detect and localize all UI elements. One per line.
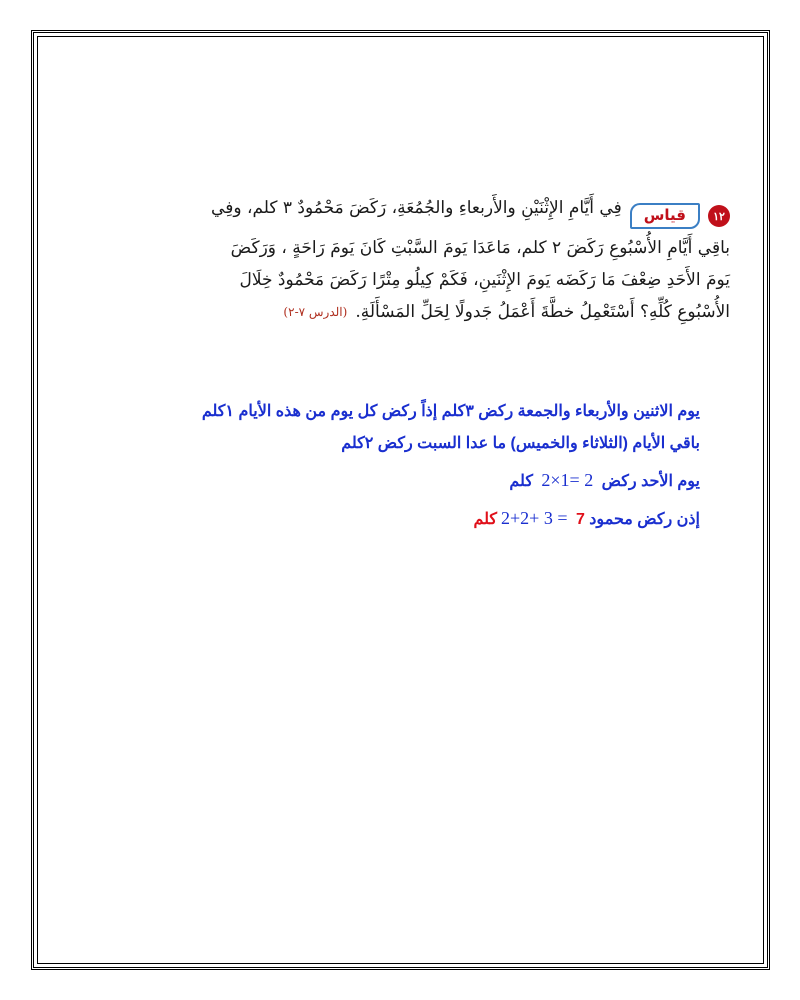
problem-number-badge: ١٢ bbox=[708, 205, 730, 227]
solution-line-3-suffix: كلم bbox=[509, 473, 533, 490]
solution-total-result: 7كلم bbox=[473, 511, 585, 528]
solution-line-1: يوم الاثنين والأربعاء والجمعة ركض ٣كلم إذاً ركض كل يوم من هذه الأيام ١كلم bbox=[201, 403, 700, 420]
problem-text-line-4 bbox=[70, 296, 730, 328]
solution-line-4 bbox=[60, 506, 700, 532]
skill-tag-measurement: قياس bbox=[630, 203, 700, 229]
problem-text-line-3: يَومَ الأَحَدِ ضِعْفَ مَا رَكَضَه يَومَ الإِثْنَينِ، فَكَمْ كِيلُو مِتْرًا رَكَضَ مَحْمُودٌ خِلَالَ bbox=[239, 269, 730, 290]
problem-text-line-2: باقِي أَيَّامِ الأُسْبُوعِ رَكَضَ ٢ كلم، مَاعَدَا يَومَ السَّبْتِ كَانَ يَومَ رَاحَةٍ ، وَرَكَضَ bbox=[230, 237, 730, 258]
solution-line-4-equation: 2+2+ 3 = bbox=[501, 508, 568, 528]
solution-block bbox=[60, 400, 700, 544]
solution-line-3-equation: 2×1= 2 bbox=[541, 470, 594, 490]
solution-line-3 bbox=[60, 468, 700, 494]
lesson-reference: (الدرس ٧-٢) bbox=[283, 305, 348, 319]
problem-block bbox=[70, 200, 730, 328]
problem-text-line-4-body: الأُسْبُوعِ كُلِّهِ؟ أَسْتَعْمِلُ خطَّةَ أَعْمَلُ جَدولًا لِحَلِّ المَسْأَلَةِ. bbox=[355, 301, 730, 322]
solution-line-4-prefix: إذن ركض محمود bbox=[589, 511, 700, 528]
problem-text-line-1: فِي أَيَّامِ الإِثْنَيْنِ والأَربعاءِ والجُمُعَةِ، رَكَضَ مَحْمُودٌ ٣ كلم، وفِي bbox=[211, 198, 622, 218]
problem-line-1 bbox=[70, 200, 730, 232]
solution-line-3-prefix: يوم الأحد ركض bbox=[601, 473, 700, 490]
solution-line-2: باقي الأيام (الثلاثاء والخميس) ما عدا السبت ركض ٢كلم bbox=[341, 435, 700, 452]
